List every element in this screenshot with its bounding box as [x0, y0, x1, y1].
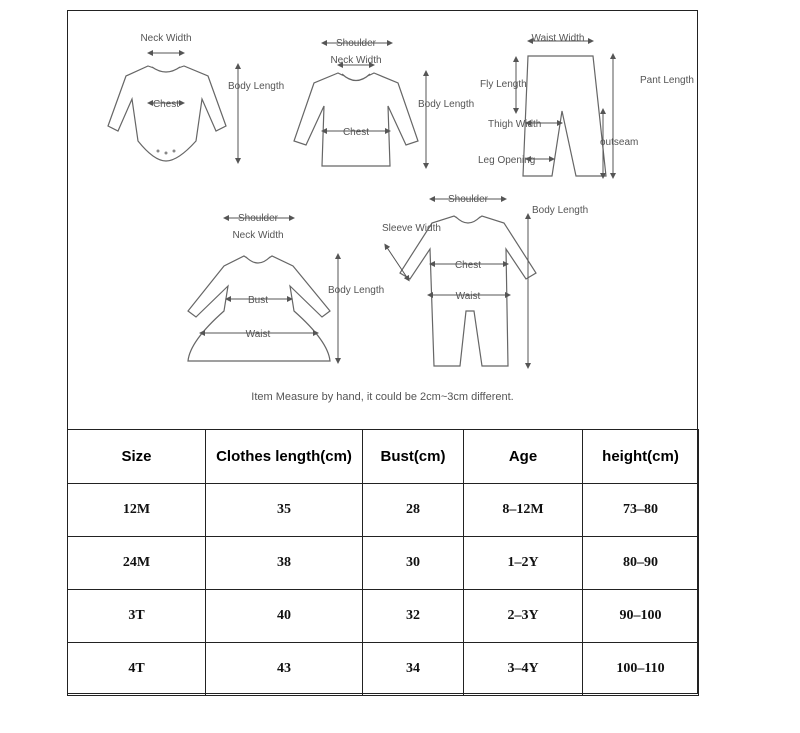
header-clothes-length: Clothes length(cm) [206, 430, 363, 484]
measure-note: Item Measure by hand, it could be 2cm~3cm different. [251, 391, 514, 403]
body-length-label: Body Length [228, 81, 285, 92]
cell-height: 90–100 [583, 590, 699, 643]
leg-opening-label: Leg Opening [478, 155, 536, 166]
cell-age: 3–4Y [464, 643, 583, 696]
outseam-label: outseam [600, 137, 639, 148]
cell-clothes-length: 43 [206, 643, 363, 696]
size-chart-frame [67, 10, 698, 694]
waist-width-label: Waist Width [531, 33, 585, 44]
cell-age: 1–2Y [464, 537, 583, 590]
table-row [68, 484, 699, 537]
shoulder-label-4: Shoulder [447, 194, 489, 205]
cell-bust: 30 [363, 537, 464, 590]
cell-size: 12M [68, 484, 206, 537]
neck-width-label-3: Neck Width [232, 230, 284, 241]
table-header-row [68, 430, 699, 484]
body-length-label-4: Body Length [532, 205, 589, 216]
fly-length-label: Fly Length [480, 79, 527, 90]
cell-age: 2–3Y [464, 590, 583, 643]
chest-label-2: Chest [342, 127, 370, 138]
cell-age: 8–12M [464, 484, 583, 537]
cell-size: 24M [68, 537, 206, 590]
cell-size: 4T [68, 643, 206, 696]
header-bust: Bust(cm) [363, 430, 464, 484]
bust-label: Bust [247, 295, 269, 306]
cell-size: 3T [68, 590, 206, 643]
table-row [68, 643, 699, 696]
body-length-label-2: Body Length [418, 99, 475, 110]
cell-bust: 28 [363, 484, 464, 537]
measurement-illustrations [68, 11, 697, 429]
cell-clothes-length: 38 [206, 537, 363, 590]
waist-label-4: Waist [455, 291, 481, 302]
header-size: Size [68, 430, 206, 484]
chest-label-4: Chest [454, 260, 482, 271]
measurement-diagram [68, 11, 697, 429]
size-table [67, 429, 699, 696]
cell-clothes-length: 40 [206, 590, 363, 643]
shoulder-label: Shoulder [335, 38, 377, 49]
table-row [68, 590, 699, 643]
waist-label: Waist [245, 329, 271, 340]
cell-clothes-length: 35 [206, 484, 363, 537]
chest-label: Chest [152, 99, 180, 110]
pant-length-label: Pant Length [640, 75, 694, 86]
body-length-label-3: Body Length [328, 285, 385, 296]
neck-width-label: Neck Width [140, 33, 192, 44]
neck-width-label-2: Neck Width [330, 55, 382, 66]
table-row [68, 537, 699, 590]
shoulder-label-3: Shoulder [237, 213, 279, 224]
header-height: height(cm) [583, 430, 699, 484]
header-age: Age [464, 430, 583, 484]
sleeve-width-label: Sleeve Width [382, 223, 441, 234]
cell-height: 80–90 [583, 537, 699, 590]
cell-bust: 34 [363, 643, 464, 696]
cell-height: 100–110 [583, 643, 699, 696]
thigh-width-label: Thigh Width [488, 119, 542, 130]
cell-bust: 32 [363, 590, 464, 643]
cell-height: 73–80 [583, 484, 699, 537]
